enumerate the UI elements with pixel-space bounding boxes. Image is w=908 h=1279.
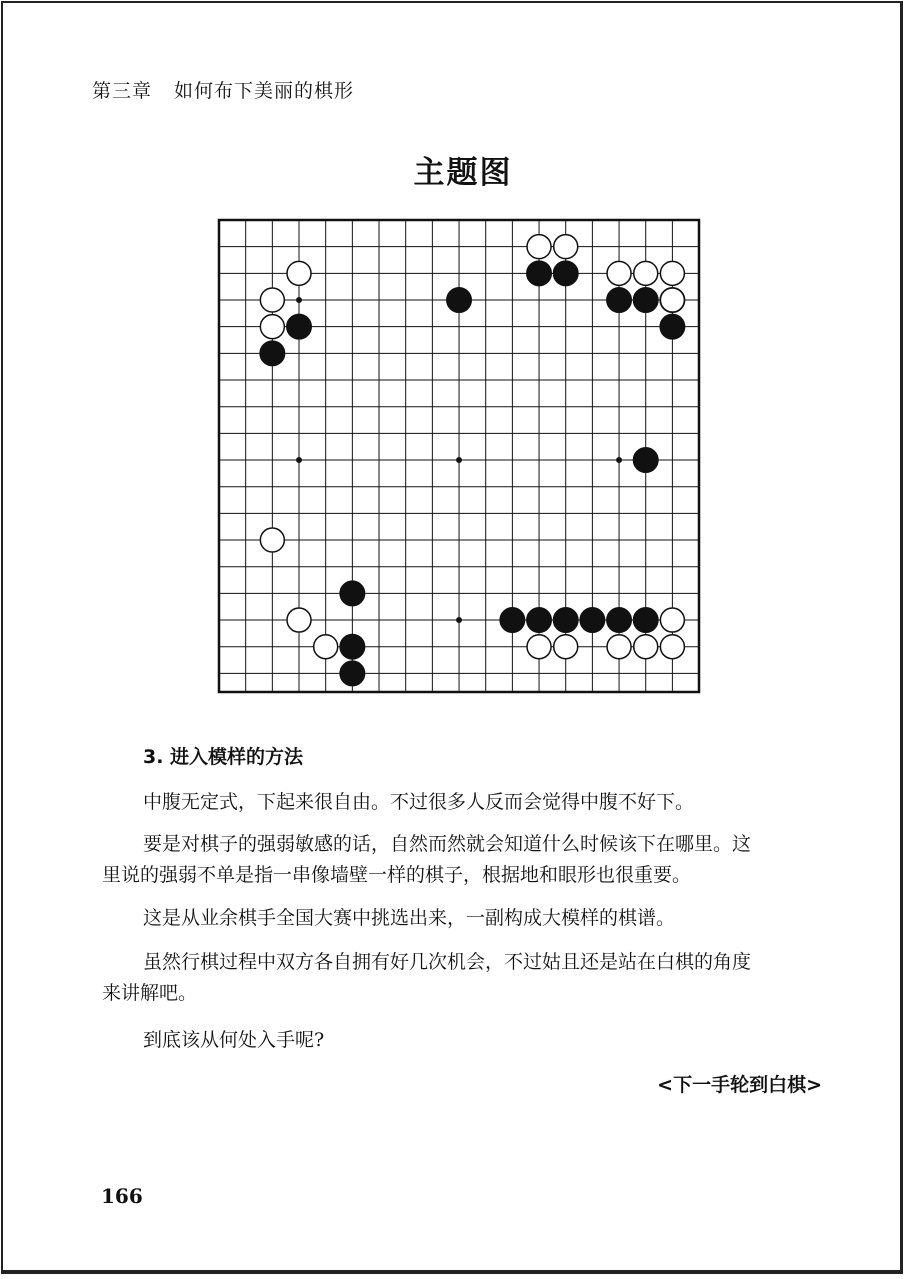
paragraph-5: [102, 1025, 827, 1056]
white-stone: [634, 261, 658, 285]
white-stone: [527, 635, 551, 659]
black-stone: [633, 448, 658, 473]
star-point: [456, 457, 462, 463]
go-board: [217, 218, 701, 694]
paragraph-line: 来讲解吧。: [102, 982, 198, 1004]
star-point: [296, 457, 302, 463]
white-stone: [554, 635, 578, 659]
black-stone: [447, 288, 472, 313]
paragraph-4: [102, 947, 827, 1009]
white-stone: [260, 288, 284, 312]
paragraph-1: [102, 787, 827, 818]
paragraph-line: 要是对棋子的强弱敏感的话，自然而然就会知道什么时候该下在哪里。这: [143, 833, 752, 855]
black-stone: [633, 288, 658, 313]
figure-title: 主题图: [413, 155, 513, 191]
next-move-label: <下一手轮到白棋>: [657, 1074, 822, 1096]
white-stone: [260, 528, 284, 552]
black-stone: [340, 634, 365, 659]
white-stone: [634, 635, 658, 659]
white-stone: [660, 261, 684, 285]
white-stone: [287, 608, 311, 632]
white-stone: [260, 315, 284, 339]
white-stone: [660, 608, 684, 632]
black-stone: [553, 608, 578, 633]
black-stone: [633, 608, 658, 633]
white-stone: [287, 261, 311, 285]
chapter-number: 第三章: [92, 80, 153, 102]
section-title: 3. 进入模样的方法: [143, 746, 304, 768]
paragraph-line: 里说的强弱不单是指一串像墙壁一样的棋子，根据地和眼形也很重要。: [102, 864, 692, 886]
chapter-header: [92, 76, 354, 103]
black-stone: [607, 608, 632, 633]
white-stone: [607, 635, 631, 659]
paragraph-line: 这是从业余棋手全国大赛中挑选出来，一副构成大模样的棋谱。: [143, 907, 676, 929]
black-stone: [527, 608, 552, 633]
black-stone: [287, 314, 312, 339]
paragraph-3: [102, 903, 827, 934]
black-stone: [500, 608, 525, 633]
white-stone: [527, 235, 551, 259]
star-point: [616, 457, 622, 463]
white-stone: [660, 635, 684, 659]
star-point: [296, 297, 302, 303]
chapter-title: 如何布下美丽的棋形: [174, 80, 355, 102]
white-stone: [554, 235, 578, 259]
black-stone: [340, 661, 365, 686]
white-stone: [660, 288, 684, 312]
paragraph-line: 虽然行棋过程中双方各自拥有好几次机会，不过姑且还是站在白棋的角度: [143, 951, 752, 973]
black-stone: [607, 288, 632, 313]
black-stone: [553, 261, 578, 286]
black-stone: [660, 314, 685, 339]
paragraph-2: [102, 829, 827, 891]
paragraph-line: 中腹无定式，下起来很自由。不过很多人反而会觉得中腹不好下。: [143, 791, 695, 813]
page-number: 166: [101, 1184, 143, 1208]
paragraph-line: 到底该从何处入手呢?: [143, 1029, 325, 1051]
black-stone: [340, 581, 365, 606]
black-stone: [260, 341, 285, 366]
black-stone: [580, 608, 605, 633]
white-stone: [314, 635, 338, 659]
white-stone: [607, 261, 631, 285]
star-point: [456, 617, 462, 623]
black-stone: [527, 261, 552, 286]
